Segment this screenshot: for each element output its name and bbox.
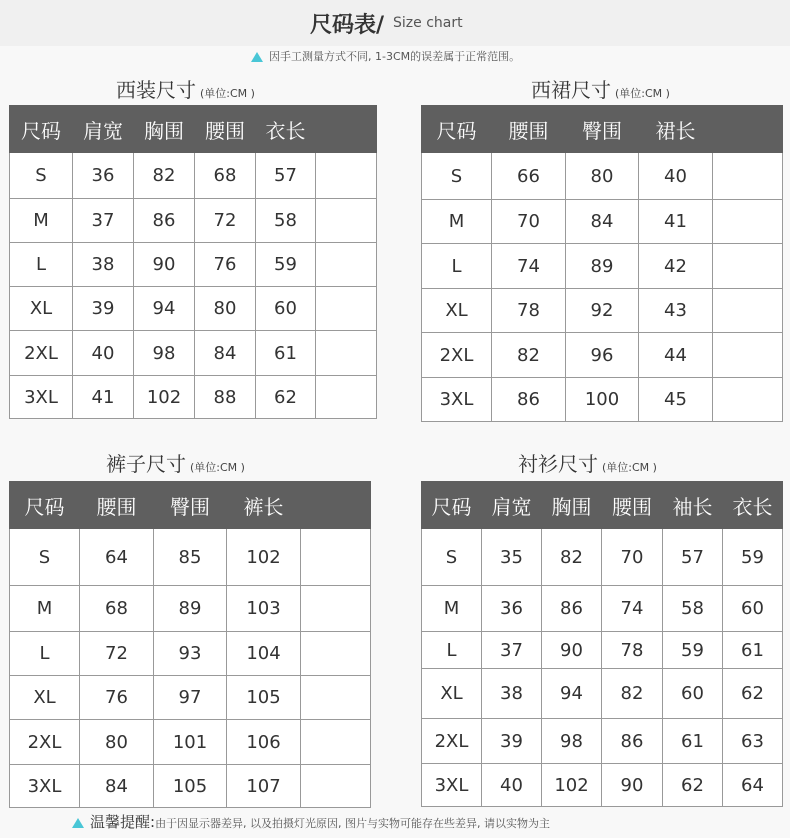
footer-text: 由于因显示器差异, 以及拍摄灯光原因, 图片与实物可能存在些差异, 请以实物为主 (155, 817, 551, 830)
measure-cell: 86 (134, 199, 195, 243)
size-cell: S (10, 529, 80, 586)
size-cell: M (422, 200, 492, 244)
measure-cell (713, 244, 783, 289)
measure-cell: 105 (227, 676, 301, 720)
size-cell: L (10, 632, 80, 676)
measure-cell: 78 (492, 289, 566, 333)
measure-cell (316, 153, 377, 199)
size-cell: 2XL (422, 333, 492, 378)
measure-cell: 45 (639, 378, 713, 422)
table-row (10, 199, 377, 243)
column-header: 肩宽 (482, 482, 542, 529)
column-header: 肩宽 (73, 106, 134, 153)
measure-cell: 41 (73, 376, 134, 419)
size-cell: S (422, 153, 492, 200)
column-header: 尺码 (422, 106, 492, 153)
measure-cell: 61 (663, 719, 723, 764)
measure-cell: 40 (73, 331, 134, 376)
measure-cell (316, 199, 377, 243)
column-header: 尺码 (10, 106, 73, 153)
size-cell: 3XL (422, 764, 482, 807)
measure-cell: 38 (482, 669, 542, 719)
size-cell: XL (422, 289, 492, 333)
measure-cell: 98 (542, 719, 602, 764)
measure-cell: 37 (73, 199, 134, 243)
measure-cell (713, 200, 783, 244)
measure-cell: 72 (195, 199, 256, 243)
measure-cell: 92 (566, 289, 639, 333)
section-title-skirt (531, 74, 670, 103)
section-unit: (单位:CM ) (190, 461, 245, 474)
table-row (10, 632, 371, 676)
table-row (10, 287, 377, 331)
measurement-notice (251, 48, 520, 64)
measure-cell: 89 (566, 244, 639, 289)
measure-cell: 70 (602, 529, 663, 586)
measure-cell: 80 (195, 287, 256, 331)
measure-cell: 94 (134, 287, 195, 331)
measure-cell: 43 (639, 289, 713, 333)
skirt-size-table (421, 105, 783, 422)
page-subtitle: Size chart (393, 15, 463, 31)
section-title-text: 衬衫尺寸 (518, 452, 598, 476)
measure-cell: 72 (80, 632, 154, 676)
measure-cell: 82 (492, 333, 566, 378)
measure-cell: 39 (73, 287, 134, 331)
measure-cell (301, 676, 371, 720)
measure-cell: 78 (602, 632, 663, 669)
measure-cell (301, 720, 371, 765)
column-header: 腰围 (80, 482, 154, 529)
size-cell: 2XL (10, 331, 73, 376)
column-header: 腰围 (492, 106, 566, 153)
column-header: 臀围 (566, 106, 639, 153)
column-header (301, 482, 371, 529)
column-header: 裙长 (639, 106, 713, 153)
measure-cell (301, 529, 371, 586)
measure-cell: 76 (195, 243, 256, 287)
size-cell: XL (10, 676, 80, 720)
section-unit: (单位:CM ) (602, 461, 657, 474)
size-cell: S (422, 529, 482, 586)
measure-cell: 106 (227, 720, 301, 765)
column-header: 尺码 (10, 482, 80, 529)
measure-cell: 59 (723, 529, 783, 586)
footer-label: 温馨提醒: (90, 813, 156, 831)
measure-cell: 59 (663, 632, 723, 669)
column-header: 腰围 (195, 106, 256, 153)
measure-cell: 62 (256, 376, 316, 419)
measure-cell (301, 632, 371, 676)
measure-cell: 63 (723, 719, 783, 764)
measure-cell: 89 (154, 586, 227, 632)
size-cell: XL (422, 669, 482, 719)
section-title-text: 西裙尺寸 (531, 78, 611, 102)
column-header: 衣长 (723, 482, 783, 529)
notice-text: 因手工测量方式不同, 1-3CM的误差属于正常范围。 (269, 50, 521, 63)
table-row (422, 153, 783, 200)
size-cell: L (422, 632, 482, 669)
size-cell: 2XL (422, 719, 482, 764)
table-row (422, 764, 783, 807)
column-header: 腰围 (602, 482, 663, 529)
measure-cell: 40 (639, 153, 713, 200)
measure-cell: 38 (73, 243, 134, 287)
measure-cell: 86 (542, 586, 602, 632)
size-cell: M (422, 586, 482, 632)
table-row (422, 200, 783, 244)
measure-cell: 58 (256, 199, 316, 243)
measure-cell: 57 (256, 153, 316, 199)
suit-size-table (9, 105, 377, 419)
section-title-text: 西装尺寸 (116, 78, 196, 102)
measure-cell: 88 (195, 376, 256, 419)
table-header-row (10, 482, 371, 529)
measure-cell: 102 (134, 376, 195, 419)
measure-cell: 90 (542, 632, 602, 669)
section-unit: (单位:CM ) (615, 87, 670, 100)
measure-cell: 62 (723, 669, 783, 719)
measure-cell: 35 (482, 529, 542, 586)
measure-cell: 84 (195, 331, 256, 376)
measure-cell (713, 289, 783, 333)
column-header (316, 106, 377, 153)
measure-cell: 61 (256, 331, 316, 376)
table-row (422, 632, 783, 669)
measure-cell: 44 (639, 333, 713, 378)
measure-cell: 68 (195, 153, 256, 199)
section-unit: (单位:CM ) (200, 87, 255, 100)
size-cell: 2XL (10, 720, 80, 765)
measure-cell: 107 (227, 765, 301, 808)
page-header (0, 0, 790, 46)
section-title-pants (106, 448, 245, 477)
measure-cell: 70 (492, 200, 566, 244)
measure-cell (316, 331, 377, 376)
table-row (422, 669, 783, 719)
shirt-size-table (421, 481, 783, 807)
measure-cell: 96 (566, 333, 639, 378)
measure-cell: 93 (154, 632, 227, 676)
measure-cell: 74 (492, 244, 566, 289)
measure-cell: 80 (80, 720, 154, 765)
measure-cell: 98 (134, 331, 195, 376)
triangle-icon (251, 52, 263, 62)
measure-cell: 94 (542, 669, 602, 719)
measure-cell: 90 (602, 764, 663, 807)
table-row (10, 529, 371, 586)
measure-cell (301, 586, 371, 632)
page-title: 尺码表/ (310, 13, 385, 38)
measure-cell: 90 (134, 243, 195, 287)
measure-cell (316, 243, 377, 287)
measure-cell: 42 (639, 244, 713, 289)
measure-cell: 64 (80, 529, 154, 586)
measure-cell: 74 (602, 586, 663, 632)
measure-cell: 84 (566, 200, 639, 244)
measure-cell: 60 (256, 287, 316, 331)
size-cell: S (10, 153, 73, 199)
size-cell: 3XL (10, 765, 80, 808)
measure-cell: 101 (154, 720, 227, 765)
measure-cell: 100 (566, 378, 639, 422)
measure-cell (301, 765, 371, 808)
measure-cell: 40 (482, 764, 542, 807)
section-title-text: 裤子尺寸 (106, 452, 186, 476)
table-header-row (10, 106, 377, 153)
section-title-shirt (518, 448, 657, 477)
measure-cell: 97 (154, 676, 227, 720)
measure-cell: 57 (663, 529, 723, 586)
size-cell: M (10, 586, 80, 632)
column-header: 衣长 (256, 106, 316, 153)
measure-cell: 62 (663, 764, 723, 807)
table-row (422, 586, 783, 632)
measure-cell: 86 (492, 378, 566, 422)
measure-cell: 60 (723, 586, 783, 632)
measure-cell: 36 (482, 586, 542, 632)
measure-cell: 86 (602, 719, 663, 764)
measure-cell: 104 (227, 632, 301, 676)
measure-cell: 84 (80, 765, 154, 808)
table-row (10, 376, 377, 419)
measure-cell: 68 (80, 586, 154, 632)
table-row (10, 720, 371, 765)
measure-cell: 103 (227, 586, 301, 632)
pants-size-table (9, 481, 371, 808)
measure-cell: 41 (639, 200, 713, 244)
measure-cell: 105 (154, 765, 227, 808)
measure-cell (316, 287, 377, 331)
measure-cell: 59 (256, 243, 316, 287)
measure-cell: 66 (492, 153, 566, 200)
measure-cell (713, 153, 783, 200)
measure-cell: 37 (482, 632, 542, 669)
table-row (10, 765, 371, 808)
size-cell: L (10, 243, 73, 287)
measure-cell: 82 (602, 669, 663, 719)
table-row (422, 244, 783, 289)
measure-cell: 80 (566, 153, 639, 200)
measure-cell: 76 (80, 676, 154, 720)
measure-cell: 39 (482, 719, 542, 764)
table-row (422, 529, 783, 586)
table-row (10, 331, 377, 376)
measure-cell: 102 (227, 529, 301, 586)
table-header-row (422, 106, 783, 153)
table-row (10, 586, 371, 632)
measure-cell: 82 (542, 529, 602, 586)
measure-cell: 61 (723, 632, 783, 669)
column-header: 臀围 (154, 482, 227, 529)
table-row (10, 676, 371, 720)
measure-cell: 60 (663, 669, 723, 719)
triangle-icon (72, 818, 84, 828)
size-cell: XL (10, 287, 73, 331)
column-header: 胸围 (542, 482, 602, 529)
measure-cell: 85 (154, 529, 227, 586)
measure-cell (713, 378, 783, 422)
section-title-suit (116, 74, 255, 103)
table-row (10, 153, 377, 199)
size-cell: L (422, 244, 492, 289)
column-header: 裤长 (227, 482, 301, 529)
measure-cell (713, 333, 783, 378)
measure-cell: 36 (73, 153, 134, 199)
table-header-row (422, 482, 783, 529)
size-cell: 3XL (10, 376, 73, 419)
table-row (422, 719, 783, 764)
measure-cell: 82 (134, 153, 195, 199)
measure-cell: 64 (723, 764, 783, 807)
column-header: 袖长 (663, 482, 723, 529)
column-header: 尺码 (422, 482, 482, 529)
table-row (422, 289, 783, 333)
measure-cell: 102 (542, 764, 602, 807)
measure-cell: 58 (663, 586, 723, 632)
measure-cell (316, 376, 377, 419)
table-row (422, 333, 783, 378)
size-cell: M (10, 199, 73, 243)
footer-reminder (72, 811, 550, 832)
column-header: 胸围 (134, 106, 195, 153)
table-row (422, 378, 783, 422)
table-row (10, 243, 377, 287)
column-header (713, 106, 783, 153)
size-cell: 3XL (422, 378, 492, 422)
